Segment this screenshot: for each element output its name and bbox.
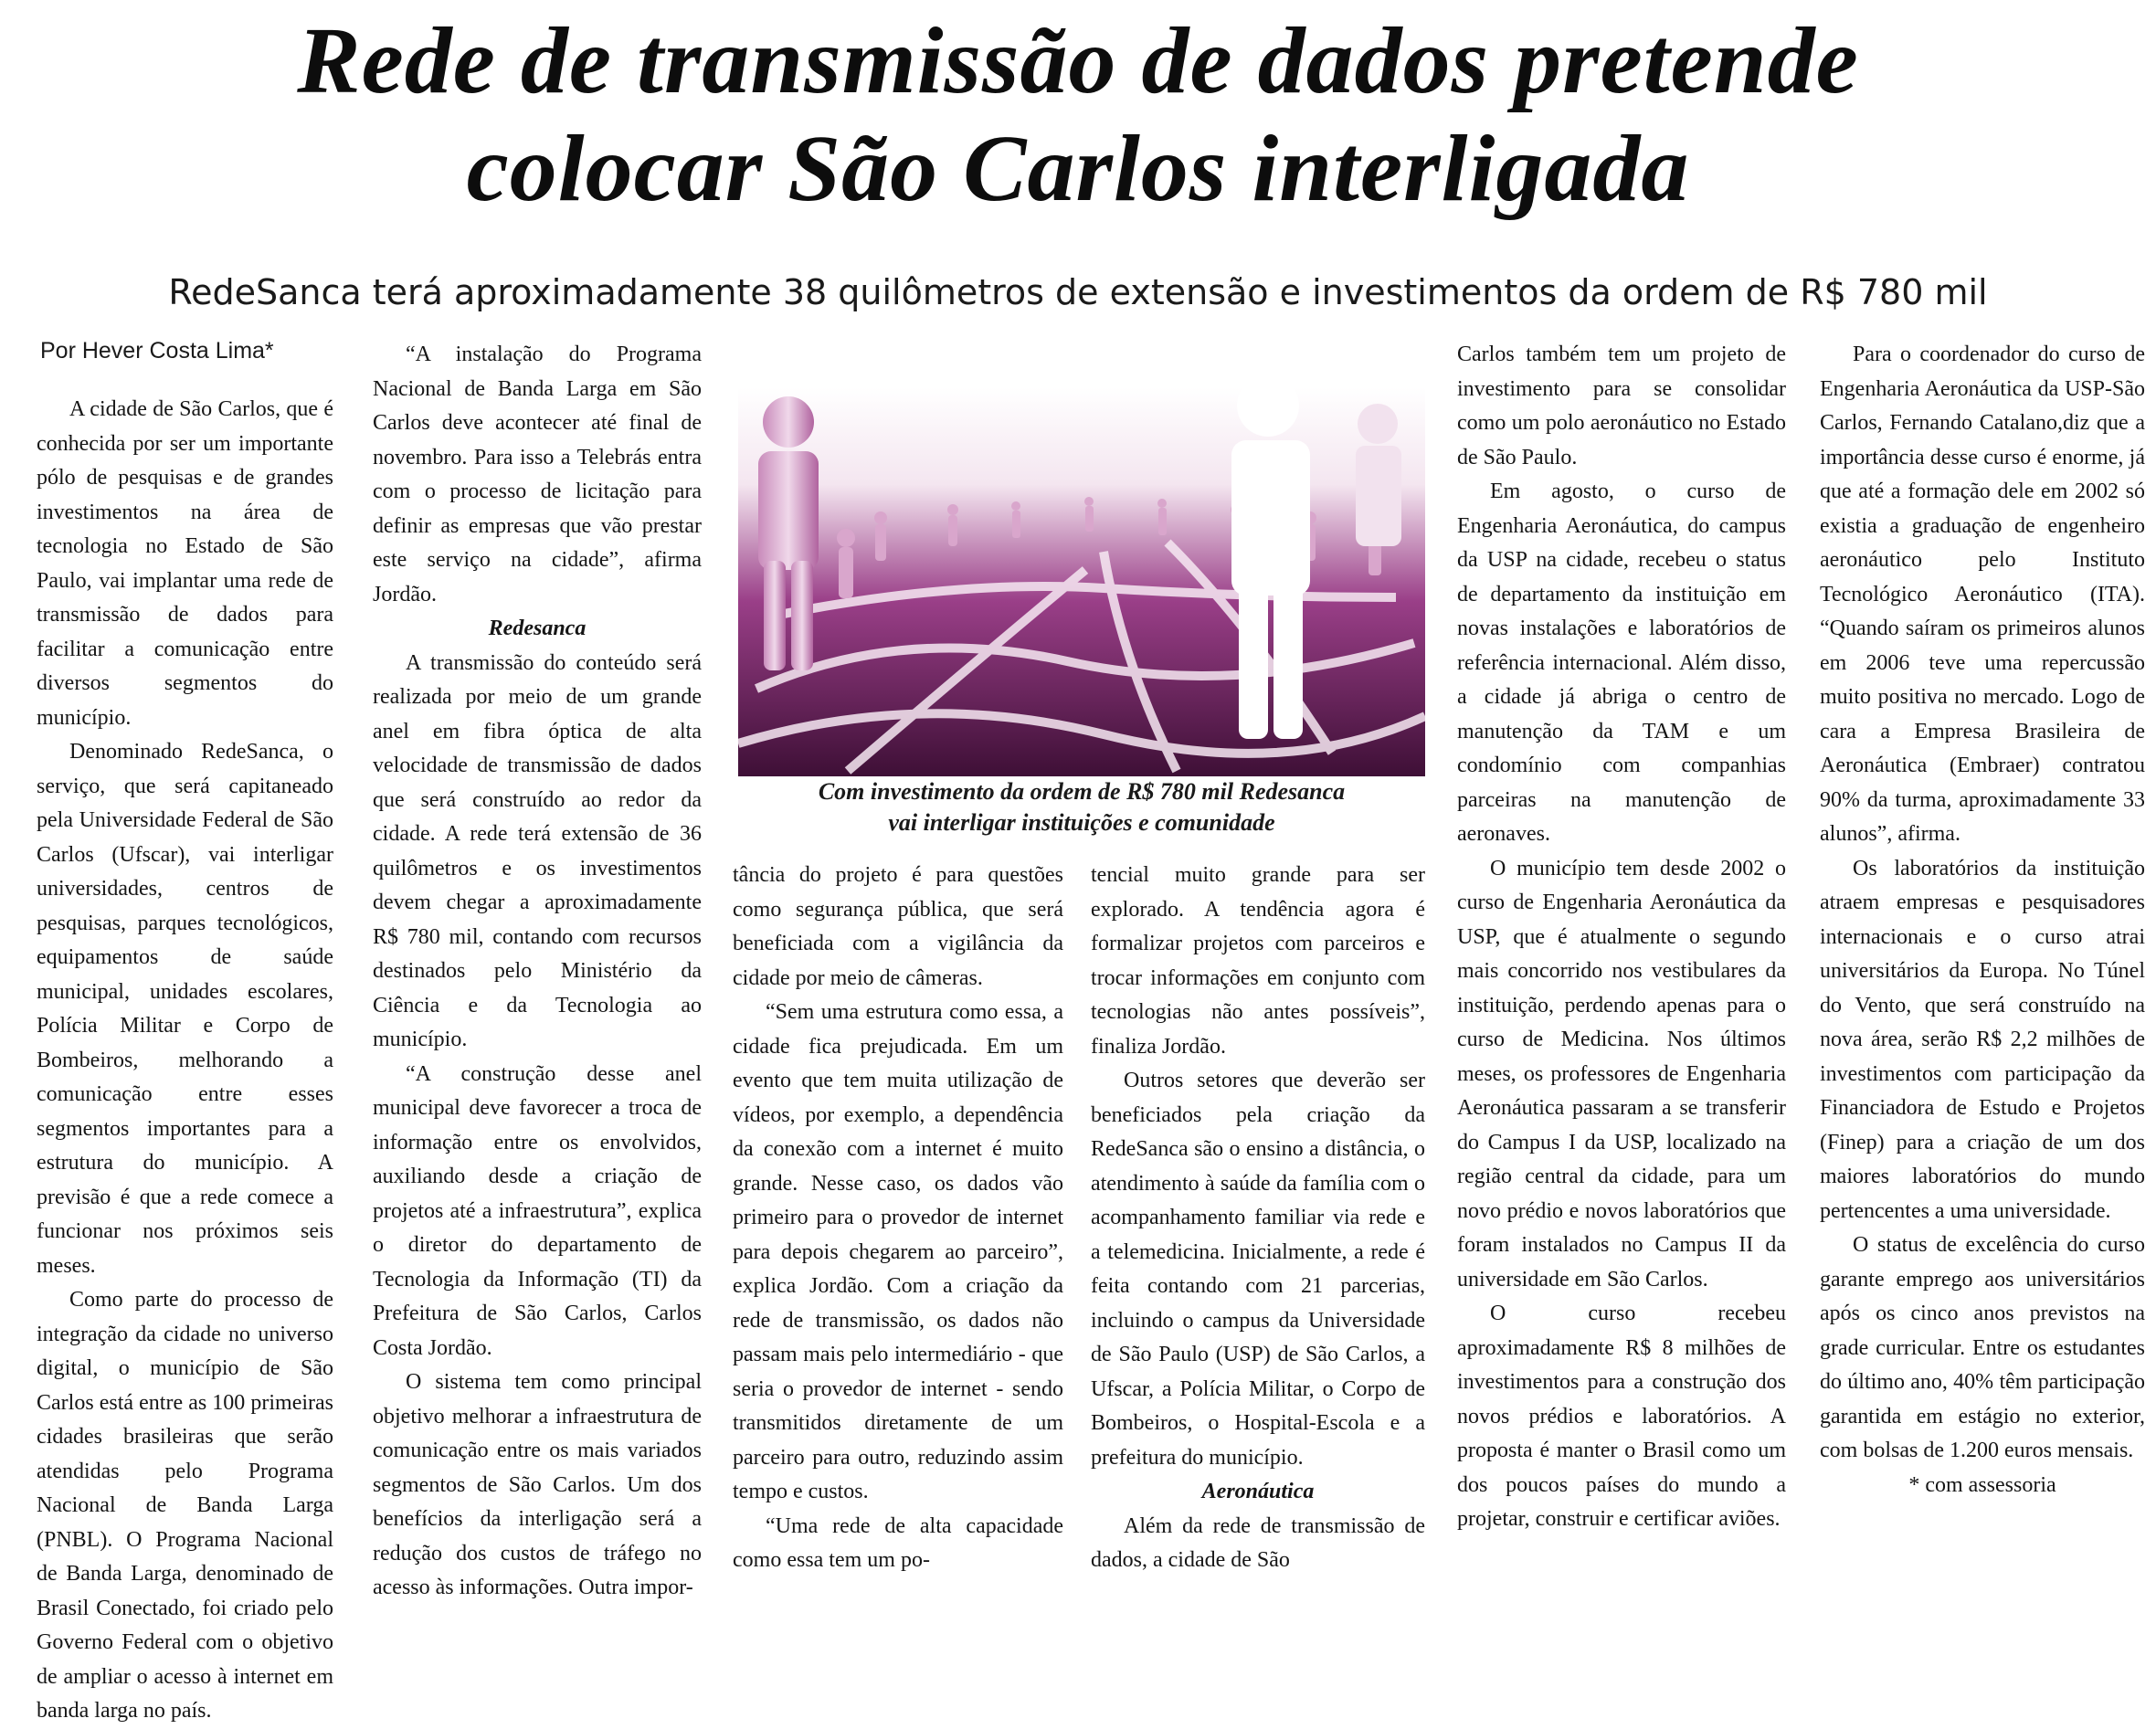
headline-line-2: colocar São Carlos interligada (466, 116, 1690, 221)
photo-caption-line-2: vai interligar instituições e comunidade (888, 809, 1275, 836)
paragraph: O sistema tem como principal objetivo melhorar a infraestrutura de comunicação entre os mais variados segmentos de São Carlos. Um dos benefícios da interligação será a redução dos custos de tráfego no acesso às informações. Outra impor- (373, 1370, 702, 1599)
paragraph: Outros setores que deverão ser beneficiados pela criação da RedeSanca são o ensino a distância, o atendimento à saúde da família com o acompanhamento familiar via rede e a telemedicina. Inicialmente, a rede é feita contando com 21 parcerias, incluindo o campus da Universidade de São Paulo (USP) de São Carlos, a Ufscar, a Polícia Militar, o Corpo de Bombeiros, o Hospital-Escola e a prefeitura do município. (1091, 1069, 1425, 1470)
network-people-icon (738, 387, 1425, 776)
paragraph: Como parte do processo de integração da cidade no universo digital, o município de São Carlos está entre as 100 primeiras cidades brasileiras que serão atendidas pelo Programa Nacional de Banda Larga (PNBL). O Programa Nacional de Banda Larga, denominado de Brasil Conectado, foi criado pelo Governo Federal com o objetivo de ampliar o acesso à internet em banda larga no país. (37, 1288, 333, 1723)
section-heading-aeronautica: Aeronáutica (1201, 1480, 1315, 1503)
headline-line-1: Rede de transmissão de dados pretende (297, 8, 1859, 113)
section-heading-redesanca: Redesanca (488, 617, 587, 640)
footnote: * com assessoria (1908, 1472, 2056, 1497)
paragraph: “Uma rede de alta capacidade como essa tem um po- (733, 1513, 1063, 1572)
paragraph: “Sem uma estrutura como essa, a cidade fica prejudicada. Em um evento que tem muita utilização de vídeos, por exemplo, a dependência da conexão com a internet é muito grande. Nesse caso, os dados vão primeiro para o provedor de internet para depois chegarem ao parceiro”, explica Jordão. Com a criação da rede de transmissão, os dados não passam mais pelo intermediário - que seria o provedor de internet - sendo transmitidos diretamente de um parceiro para outro, reduzindo assim tempo e custos. (733, 1000, 1063, 1503)
paragraph: O curso recebeu aproximadamente R$ 8 milhões de investimentos para a construção dos novos prédios e laboratórios. A proposta é manter o Brasil como um dos poucos países do mundo a projetar, construir e certificar aviões. (1457, 1302, 1786, 1531)
photo-caption (738, 776, 1425, 838)
paragraph: A cidade de São Carlos, que é conhecida por ser um importante pólo de pesquisas e de grandes investimentos na área de tecnologia no Estado de São Paulo, vai implantar uma rede de transmissão de dados para facilitar a comunicação entre diversos segmentos do município. (37, 397, 333, 730)
paragraph: “A construção desse anel municipal deve favorecer a troca de informação entre os envolvidos, auxiliando desde a criação de projetos até a infraestrutura”, explica o diretor do departamento de Tecnologia da Informação (TI) da Prefeitura de São Carlos, Carlos Costa Jordão. (373, 1061, 702, 1360)
paragraph: Além da rede de transmissão de dados, a cidade de São (1091, 1513, 1425, 1572)
paragraph: Os laboratórios da instituição atraem empresas e pesquisadores internacionais e o curso atrai universitários da Europa. No Túnel do Vento, que será construído na nova área, serão R$ 2,2 milhões de investimentos com participação da Financiadora de Estudo e Projetos (Finep) para a criação de um dos maiores laboratórios do mundo pertencentes a uma universidade. (1820, 856, 2145, 1223)
article-photo (738, 387, 1425, 776)
photo-caption-line-1: Com investimento da ordem de R$ 780 mil Redesanca (818, 778, 1346, 805)
paragraph: Em agosto, o curso de Engenharia Aeronáutica, do campus da USP na cidade, recebeu o status de departamento da instituição em novas instalações e laboratórios de referência internacional. Além disso, a cidade já abriga o centro de manutenção da TAM e um condomínio com companhias parceiras na manutenção de aeronaves. (1457, 480, 1786, 846)
paragraph: A transmissão do conteúdo será realizada por meio de um grande anel em fibra óptica de alta velocidade de transmissão de dados que será construído ao redor da cidade. A rede terá extensão de 36 quilômetros e os investimentos devem chegar a aproximadamente R$ 780 mil, contando com recursos destinados pelo Ministério da Ciência e da Tecnologia ao município. (373, 650, 702, 1051)
column-1 (37, 393, 333, 1729)
paragraph: O município tem desde 2002 o curso de Engenharia Aeronáutica da USP, que é atualmente o segundo mais concorrido nos vestibulares da instituição, perdendo apenas para o curso de Medicina. Nos últimos meses, os professores de Engenharia Aeronáutica passaram a se transferir do Campus I da USP, localizado na região central da cidade, para um novo prédio e novos laboratórios que foram instalados no Campus II da universidade em São Carlos. (1457, 856, 1786, 1291)
paragraph: Carlos também tem um projeto de investimento para se consolidar como um polo aeronáutico no Estado de São Paulo. (1457, 343, 1786, 469)
paragraph: tância do projeto é para questões como segurança pública, que será beneficiada com a vigilância da cidade por meio de câmeras. (733, 863, 1063, 990)
paragraph: tencial muito grande para ser explorado. A tendência agora é formalizar projetos com parceiros e trocar informações em conjunto com tecnologias não antes possíveis”, finaliza Jordão. (1091, 863, 1425, 1059)
byline: Por Hever Costa Lima* (40, 338, 274, 364)
paragraph: “A instalação do Programa Nacional de Banda Larga em São Carlos deve acontecer até final de novembro. Para isso a Telebrás entra com o processo de licitação para definir as empresas que vão prestar este serviço na cidade”, afirma Jordão. (373, 343, 702, 606)
column-4 (1091, 859, 1425, 1578)
subheadline: RedeSanca terá aproximadamente 38 quilômetros de extensão e investimentos da ordem de R$ 780 mil (168, 272, 1988, 312)
headline (0, 7, 2156, 223)
column-2 (373, 338, 702, 1606)
column-6 (1820, 338, 2145, 1502)
column-3 (733, 859, 1063, 1578)
paragraph: Denominado RedeSanca, o serviço, que será capitaneado pela Universidade Federal de São Carlos (Ufscar), vai interligar universidades, centros de pesquisas, parques tecnológicos, equipamentos de saúde municipal, unidades escolares, Polícia Militar e Corpo de Bombeiros, melhorando a comunicação entre esses segmentos importantes para a estrutura do município. A previsão é que a rede comece a funcionar nos próximos seis meses. (37, 740, 333, 1278)
paragraph: Para o coordenador do curso de Engenharia Aeronáutica da USP-São Carlos, Fernando Catalano,diz que a importância desse curso é enorme, já que até a formação dele em 2002 só existia a graduação de engenheiro aeronáutico pelo Instituto Tecnológico Aeronáutico (ITA). “Quando saíram os primeiros alunos em 2006 teve uma repercussão muito positiva no mercado. Logo de cara a Empresa Brasileira de Aeronáutica (Embraer) contratou 90% da turma, aproximadamente 33 alunos”, afirma. (1820, 343, 2145, 846)
column-5 (1457, 338, 1786, 1537)
paragraph: O status de excelência do curso garante emprego aos universitários após os cinco anos previstos na grade curricular. Entre os estudantes do último ano, 40% têm participação garantida em estágio no exterior, com bolsas de 1.200 euros mensais. (1820, 1233, 2145, 1462)
